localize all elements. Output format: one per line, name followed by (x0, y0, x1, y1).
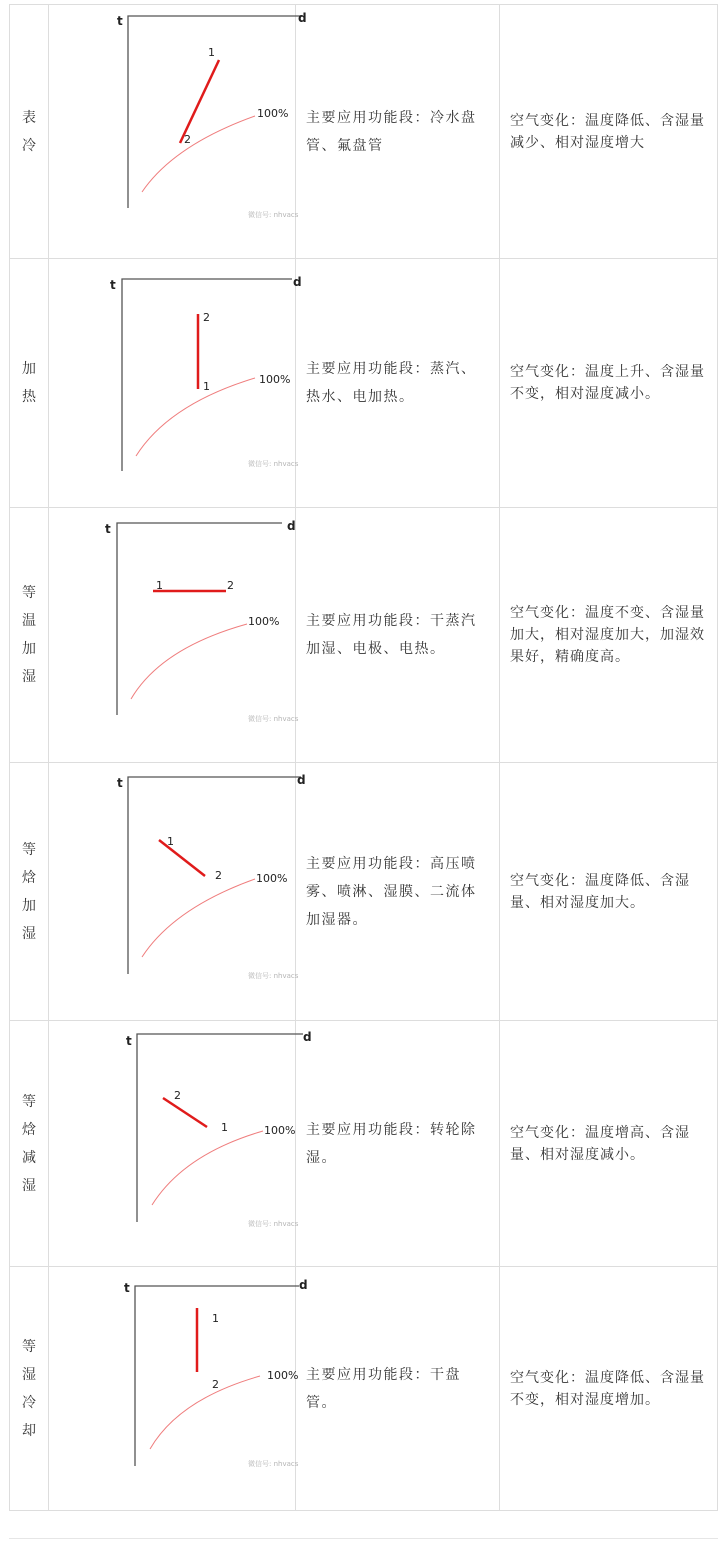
air-change-cell: 空气变化：温度上升、含湿量不变，相对湿度减小。 (500, 259, 718, 508)
saturation-curve (150, 1376, 260, 1449)
point-1-label: 1 (167, 835, 174, 848)
axis-t-label: t (126, 1034, 132, 1048)
applications-cell: 主要应用功能段：干蒸汽加湿、电极、电热。 (296, 508, 500, 763)
watermark: 微信号: nhvacs (248, 1220, 299, 1228)
point-2-label: 2 (174, 1089, 181, 1102)
rh-100-label: 100% (257, 107, 289, 120)
process-label-cell (10, 1021, 49, 1267)
axis-d-label: d (299, 1278, 308, 1292)
process-label: 等温加湿 (22, 585, 36, 685)
process-line (180, 60, 219, 143)
air-change-cell: 空气变化：温度降低、含湿量、相对湿度加大。 (500, 763, 718, 1021)
process-label-cell (10, 1267, 49, 1511)
axis-d-label: d (303, 1030, 312, 1044)
process-label-cell (10, 259, 49, 508)
air-process-table (9, 4, 718, 1511)
psychrometric-diagram (49, 763, 306, 1020)
axis-t-label: t (105, 522, 111, 536)
psychrometric-diagram (49, 259, 302, 507)
process-label: 表冷 (22, 109, 36, 154)
saturation-curve (131, 624, 247, 699)
process-label: 等焓减湿 (22, 1093, 36, 1194)
diagram-cell (49, 763, 306, 1021)
diagram-cell (49, 5, 307, 259)
saturation-curve (142, 116, 255, 192)
air-change-cell: 空气变化：温度不变、含湿量加大，相对湿度加大，加湿效果好，精确度高。 (500, 508, 718, 763)
applications-cell: 主要应用功能段：转轮除湿。 (296, 1021, 500, 1267)
point-2-label: 2 (203, 311, 210, 324)
diagram-cell (49, 508, 299, 763)
table-row (10, 1021, 718, 1267)
diagram-cell (49, 1267, 308, 1511)
rh-100-label: 100% (264, 1124, 296, 1137)
axis-t-label: t (124, 1281, 130, 1295)
watermark: 微信号: nhvacs (248, 460, 299, 468)
process-line (159, 840, 205, 876)
axis-t-label: t (110, 278, 116, 292)
table-row (10, 1267, 718, 1511)
process-label-cell (10, 508, 49, 763)
table-row (10, 5, 718, 259)
point-2-label: 2 (215, 869, 222, 882)
watermark: 微信号: nhvacs (248, 715, 299, 723)
point-1-label: 1 (221, 1121, 228, 1134)
diagram-cell (49, 259, 302, 508)
table-row (10, 508, 718, 763)
axis-d-label: d (293, 275, 302, 289)
process-label-cell (10, 763, 49, 1021)
process-label: 等焓加湿 (22, 841, 36, 942)
point-1-label: 1 (208, 46, 215, 59)
axis-d-label: d (297, 773, 306, 787)
point-1-label: 1 (203, 380, 210, 393)
saturation-curve (142, 879, 255, 957)
watermark: 微信号: nhvacs (248, 211, 299, 219)
table-row (10, 259, 718, 508)
table-row (10, 763, 718, 1021)
rh-100-label: 100% (256, 872, 288, 885)
process-line (163, 1098, 207, 1127)
point-2-label: 2 (212, 1378, 219, 1391)
air-change-cell: 空气变化：温度降低、含湿量减少、相对湿度增大 (500, 5, 718, 259)
diagram-cell (49, 1021, 312, 1267)
air-change-cell: 空气变化：温度增高、含湿量、相对湿度减小。 (500, 1021, 718, 1267)
rh-100-label: 100% (259, 373, 291, 386)
point-2-label: 2 (184, 133, 191, 146)
air-change-cell: 空气变化：温度降低、含湿量不变，相对湿度增加。 (500, 1267, 718, 1511)
process-label-cell (10, 5, 49, 259)
watermark: 微信号: nhvacs (248, 1460, 299, 1468)
watermark: 微信号: nhvacs (248, 972, 299, 980)
psychrometric-diagram (49, 5, 307, 258)
footer-divider (9, 1538, 718, 1539)
axis-d-label: d (298, 11, 307, 25)
applications-cell: 主要应用功能段：高压喷雾、喷淋、湿膜、二流体加湿器。 (296, 763, 500, 1021)
rh-100-label: 100% (267, 1369, 299, 1382)
axis-t-label: t (117, 14, 123, 28)
applications-cell: 主要应用功能段：蒸汽、热水、电加热。 (296, 259, 500, 508)
axis-d-label: d (287, 519, 296, 533)
saturation-curve (136, 378, 255, 456)
point-2-label: 2 (227, 579, 234, 592)
process-label: 加热 (22, 361, 36, 405)
axis-t-label: t (117, 776, 123, 790)
psychrometric-diagram (49, 1021, 312, 1266)
process-label: 等湿冷却 (22, 1338, 36, 1439)
point-1-label: 1 (156, 579, 163, 592)
saturation-curve (152, 1131, 263, 1205)
point-1-label: 1 (212, 1312, 219, 1325)
psychrometric-diagram (49, 1267, 308, 1510)
rh-100-label: 100% (248, 615, 280, 628)
applications-cell: 主要应用功能段：干盘管。 (296, 1267, 500, 1511)
applications-cell: 主要应用功能段：冷水盘管、氟盘管 (296, 5, 500, 259)
psychrometric-diagram (49, 508, 299, 762)
